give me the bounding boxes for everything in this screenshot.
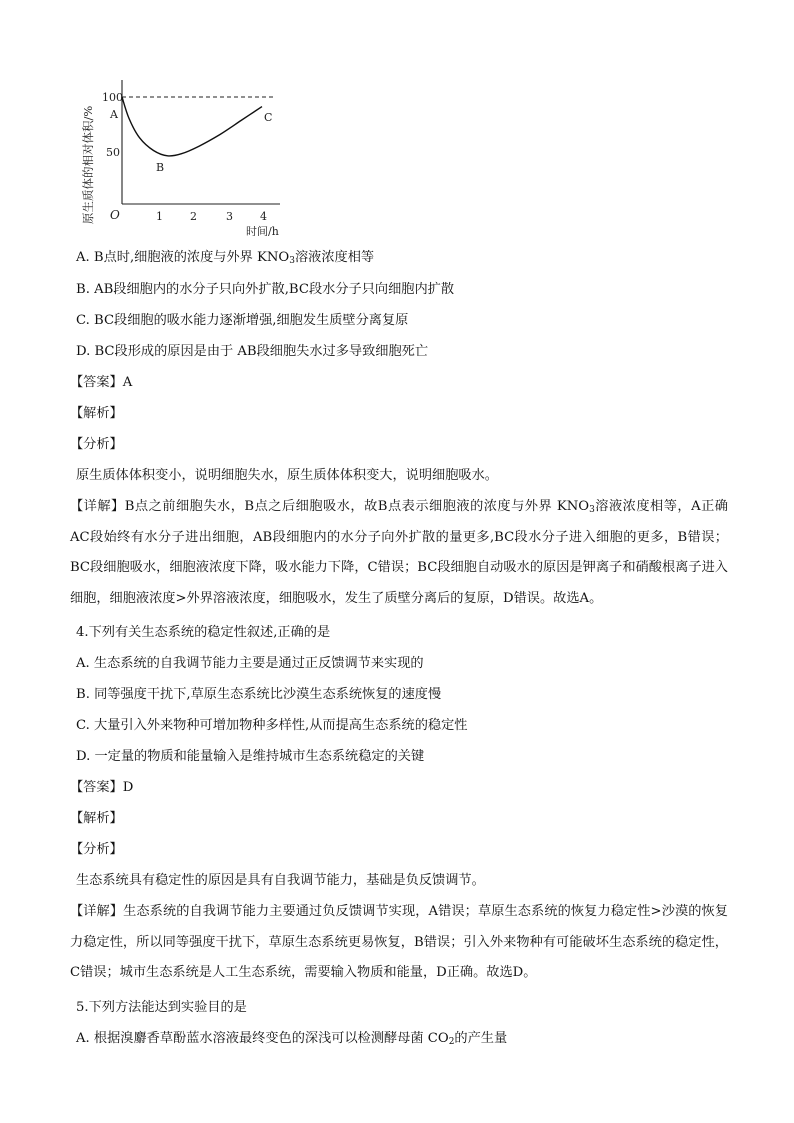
q3-detail: [70, 492, 728, 614]
q3-option-a-text: A. B点时,细胞液的浓度与外界 KNO: [76, 250, 290, 265]
x-tick-3: 3: [226, 210, 233, 223]
q5-option-a-text-end: 的产生量: [454, 1031, 508, 1046]
chart-ylabel: 原生质体的相对体积/%: [81, 105, 95, 224]
q4-analysis-heading: 【解析】: [70, 811, 123, 826]
q5-option-a: [76, 1029, 726, 1049]
q3-option-a: [76, 248, 726, 268]
q4-option-c: C. 大量引入外来物种可增加物种多样性,从而提高生态系统的稳定性: [76, 718, 468, 733]
q5-option-a-text: A. 根据溴麝香草酚蓝水溶液最终变色的深浅可以检测酵母菌 CO: [76, 1031, 449, 1046]
q3-option-c: C. BC段细胞的吸水能力逐渐增强,细胞发生质壁分离复原: [76, 313, 409, 328]
q4-answer: 【答案】D: [70, 780, 134, 795]
q3-fenxi-heading: 【分析】: [70, 437, 123, 452]
q4-fenxi-text: 生态系统具有稳定性的原因是具有自我调节能力，基础是负反馈调节。: [76, 873, 485, 888]
x-tick-1: 1: [156, 210, 163, 223]
q3-fenxi-text: 原生质体体积变小，说明细胞失水，原生质体体积变大，说明细胞吸水。: [76, 468, 498, 483]
subscript: 3: [589, 505, 595, 515]
point-label-a: A: [110, 108, 118, 121]
x-tick-4: 4: [260, 210, 267, 223]
q3-detail-text-end: 溶液浓度相等，A正确 AC段始终有水分子进出细胞，AB段细胞内的水分子向外扩散的量更多,BC段水分子进入细胞的更多，B错误；BC段细胞吸水，细胞液浓度下降，吸水能力下降，C错误；BC段细胞自动吸水的原因是钾离子和硝酸根离子进入细胞，细胞液浓度>外界溶液浓度，细胞吸水，发生了质壁分离后的复原，D错误。故选A。: [70, 499, 728, 606]
subscript: 2: [448, 1037, 455, 1047]
q3-option-d: D. BC段形成的原因是由于 AB段细胞失水过多导致细胞死亡: [76, 344, 429, 359]
q3-detail-text: 【详解】B点之前细胞失水，B点之后细胞吸水，故B点表示细胞液的浓度与外界 KNO: [70, 499, 590, 514]
q4-option-b: B. 同等强度干扰下,草原生态系统比沙漠生态系统恢复的速度慢: [76, 687, 442, 702]
q3-analysis-heading: 【解析】: [70, 406, 123, 421]
q4-stem: 4.下列有关生态系统的稳定性叙述,正确的是: [76, 625, 331, 640]
chart-xlabel: 时间/h: [246, 225, 279, 236]
q4-option-d: D. 一定量的物质和能量输入是维持城市生态系统稳定的关键: [76, 749, 425, 764]
point-label-b: B: [156, 161, 165, 174]
cell-volume-chart: [70, 76, 300, 236]
x-tick-2: 2: [190, 210, 197, 223]
q5-stem: 5.下列方法能达到实验目的是: [76, 1000, 247, 1015]
origin-label: O: [110, 208, 120, 222]
point-label-c: C: [264, 111, 273, 124]
y-tick-50: 50: [106, 146, 120, 159]
subscript: 3: [289, 256, 295, 266]
q3-option-a-text-end: 溶液浓度相等: [294, 250, 375, 265]
q3-option-b: B. AB段细胞内的水分子只向外扩散,BC段水分子只向细胞内扩散: [76, 282, 455, 297]
q4-detail: 【详解】生态系统的自我调节能力主要通过负反馈调节实现，A错误；草原生态系统的恢复力稳定性>沙漠的恢复力稳定性，所以同等强度干扰下，草原生态系统更易恢复，B错误；引入外来物种有可能破坏生态系统的稳定性，C错误；城市生态系统是人工生态系统，需要输入物质和能量，D正确。故选D。: [70, 904, 728, 980]
y-tick-100: 100: [102, 91, 123, 104]
q4-fenxi-heading: 【分析】: [70, 842, 123, 857]
q3-answer: 【答案】A: [70, 375, 133, 390]
q4-option-a: A. 生态系统的自我调节能力主要是通过正反馈调节来实现的: [76, 656, 424, 671]
series-line: [122, 97, 262, 156]
